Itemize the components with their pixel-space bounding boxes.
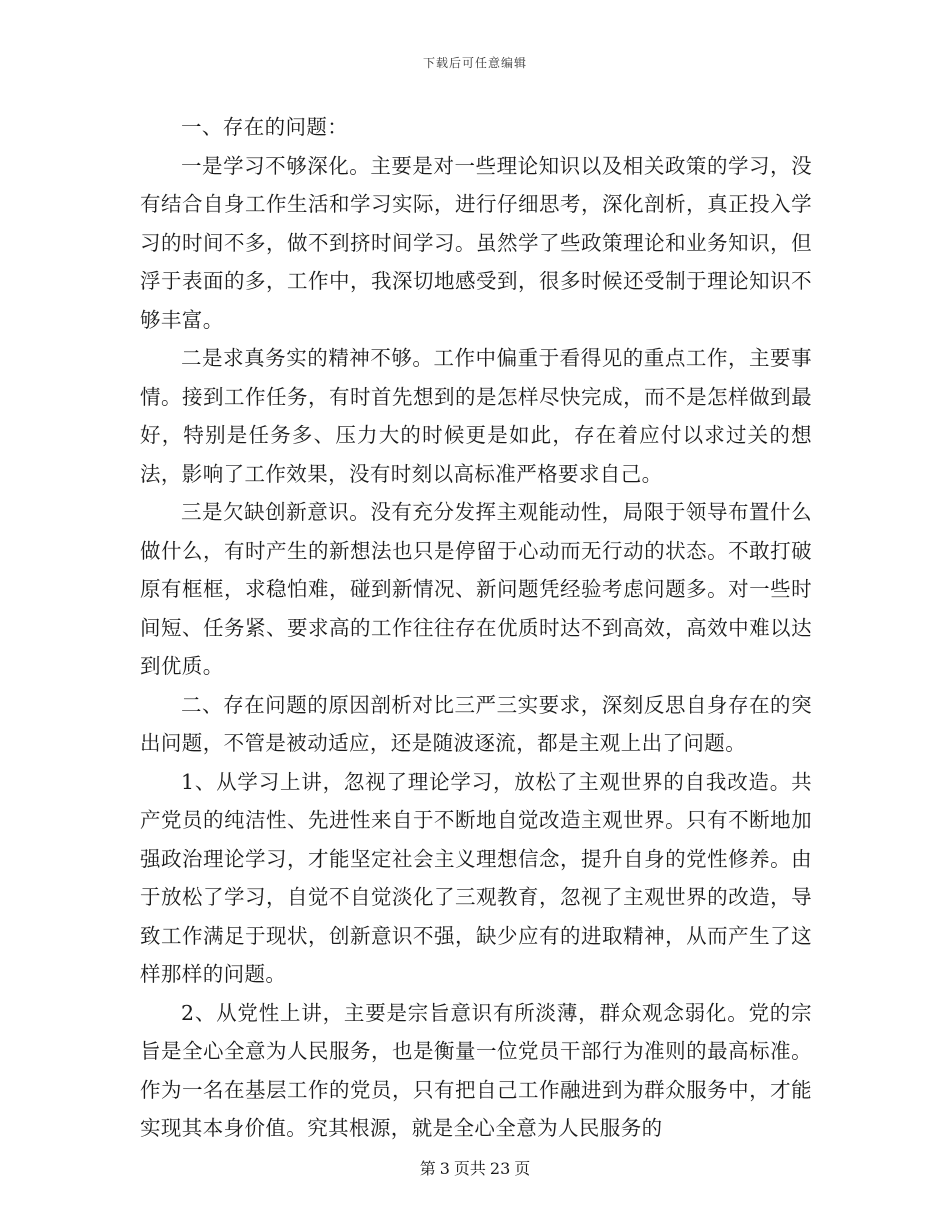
footer-current-page: 3: [439, 1159, 450, 1178]
paragraph-study: 一是学习不够深化。主要是对一些理论知识以及相关政策的学习，没有结合自身工作生活和学习实际，进行仔细思考，深化剖析，真正投入学习的时间不多，做不到挤时间学习。虽然学了些政策理论和业务知识，但浮于表面的多，工作中，我深切地感受到，很多时候还受制于理论知识不够丰富。: [140, 153, 812, 332]
document-body: [140, 108, 812, 1148]
footer-suffix: 页: [514, 1159, 531, 1178]
footer-middle: 页共: [453, 1159, 486, 1178]
page-header: 下载后可任意编辑: [422, 56, 527, 70]
paragraph-innovation: 三是欠缺创新意识。没有充分发挥主观能动性，局限于领导布置什么做什么，有时产生的新想法也只是停留于心动而无行动的状态。不敢打破原有框框，求稳怕难，碰到新情况、新问题凭经验考虑问题多。对一些时间短、任务紧、要求高的工作往往存在优质时达不到高效，高效中难以达到优质。: [140, 500, 812, 678]
section-heading-problems: 一、存在的问题：: [181, 115, 349, 139]
paragraph-cause-party-spirit: 2、从党性上讲，主要是宗旨意识有所淡薄，群众观念弱化。党的宗旨是全心全意为人民服务，也是衡量一位党员干部行为准则的最高标准。作为一名在基层工作的党员，只有把自己工作融进到为群众服务中，才能实现其本身价值。究其根源，就是全心全意为人民服务的: [140, 1000, 812, 1140]
page-footer: [0, 1156, 950, 1179]
paragraph-pragmatism: 二是求真务实的精神不够。工作中偏重于看得见的重点工作，主要事情。接到工作任务，有时首先想到的是怎样尽快完成，而不是怎样做到最好，特别是任务多、压力大的时候更是如此，存在着应付以求过关的想法，影响了工作效果，没有时刻以高标准严格要求自己。: [140, 346, 812, 486]
footer-total-pages: 23: [489, 1159, 511, 1178]
paragraph-cause-study: 1、从学习上讲，忽视了理论学习，放松了主观世界的自我改造。共产党员的纯洁性、先进性来自于不断地自觉改造主观世界。只有不断地加强政治理论学习，才能坚定社会主义理想信念，提升自身的党性修养。由于放松了学习，自觉不自觉淡化了三观教育，忽视了主观世界的改造，导致工作满足于现状，创新意识不强，缺少应有的进取精神，从而产生了这样那样的问题。: [140, 769, 812, 986]
footer-prefix: 第: [419, 1159, 436, 1178]
section-heading-causes: 二、存在问题的原因剖析对比三严三实要求，深刻反思自身存在的突出问题，不管是被动适应，还是随波逐流，都是主观上出了问题。: [140, 692, 812, 755]
